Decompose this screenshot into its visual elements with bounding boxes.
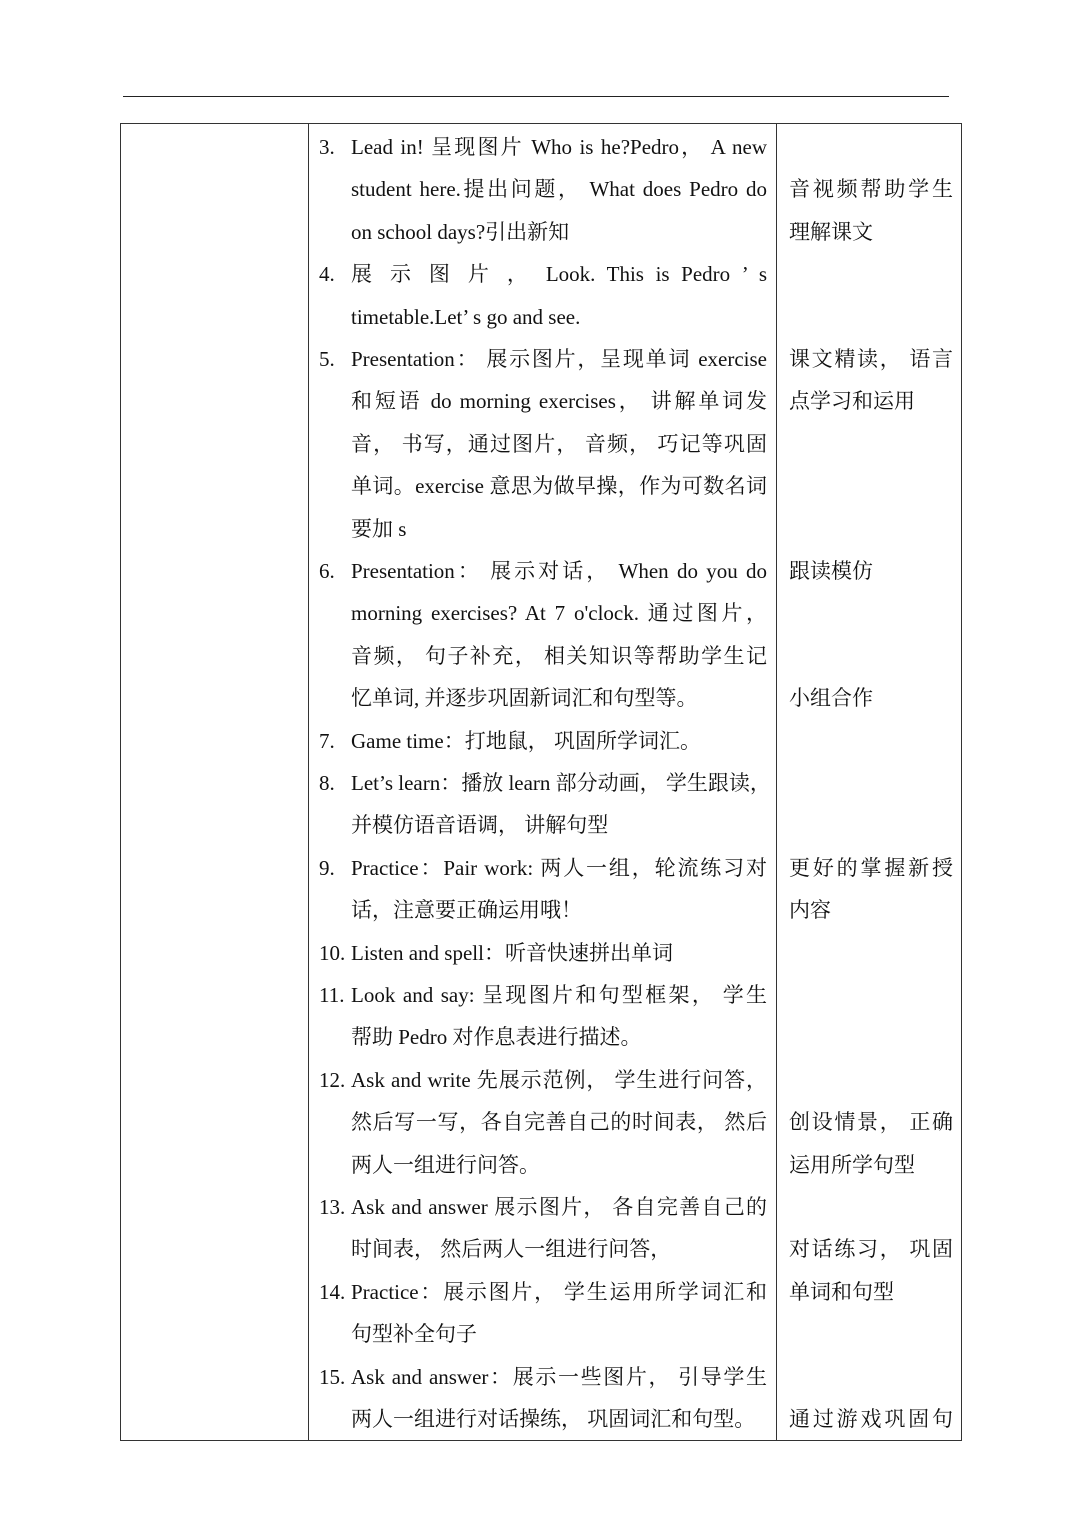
design-note-line: 跟读模仿 (789, 559, 873, 583)
step-number: 14. (319, 1279, 346, 1304)
design-note-line: 更好的掌握新授 (789, 855, 953, 880)
step-text-line: 要加 s (351, 516, 407, 541)
step-number: 11. (319, 983, 345, 1007)
step-text-line: 然后写一写，各自完善自己的时间表， 然后 (351, 1110, 767, 1135)
step-text-line: Let’s learn：播放 learn 部分动画， 学生跟读， (351, 771, 771, 795)
step-number: 6. (319, 559, 335, 583)
design-note-line: 小组合作 (789, 686, 873, 711)
step-text-line: 话，注意要正确运用哦！ (351, 898, 582, 923)
step-text-line: Practice：展示图片， 学生运用所学词汇和 (351, 1279, 767, 1304)
step-text-line: 音， 书写，通过图片， 音频， 巧记等巩固 (351, 431, 767, 456)
header-rule (123, 96, 949, 97)
step-text-line: Game time：打地鼠， 巩固所学词汇。 (351, 728, 701, 753)
design-note-line: 课文精读， 语言 (789, 347, 953, 371)
step-text-line: 时间表， 然后两人一组进行问答， (351, 1237, 672, 1262)
step-text-line: Presentation： 展示图片，呈现单词 exercise (351, 347, 767, 371)
step-text-line: Lead in! 呈现图片 Who is he?Pedro， A new (351, 135, 767, 159)
step-text-line: Ask and answer 展示图片， 各自完善自己的 (351, 1195, 767, 1219)
step-text-line: morning exercises? At 7 o'clock. 通过图片， (351, 601, 767, 626)
step-text-line: student here.提出问题， What does Pedro do (351, 177, 767, 202)
design-note-line: 通过游戏巩固句 (789, 1407, 953, 1431)
design-note-line: 点学习和运用 (789, 389, 915, 414)
step-text-line: 帮助 Pedro 对作息表进行描述。 (351, 1025, 642, 1050)
step-number: 13. (319, 1195, 346, 1219)
step-number: 4. (319, 262, 335, 287)
step-text-line: 忆单词, 并逐步巩固新词汇和句型等。 (351, 686, 698, 711)
step-text-line: on school days?引出新知 (351, 219, 570, 244)
design-note-line: 单词和句型 (789, 1279, 894, 1304)
column-divider-left (308, 124, 309, 1440)
design-note-line: 运用所学句型 (789, 1152, 915, 1177)
step-text-line: Listen and spell：听音快速拼出单词 (351, 940, 673, 965)
step-text-line: 和短语 do morning exercises， 讲解单词发 (351, 389, 767, 414)
step-text-line: Practice：Pair work: 两人一组，轮流练习对 (351, 855, 767, 880)
step-number: 15. (319, 1364, 346, 1389)
step-text-line: Ask and answer：展示一些图片， 引导学生 (351, 1364, 767, 1389)
step-text-line: 音频， 句子补充， 相关知识等帮助学生记 (351, 643, 767, 668)
design-note-line: 创设情景， 正确 (789, 1110, 953, 1135)
step-number: 10. (319, 940, 346, 965)
step-text-line: Look and say: 呈现图片和句型框架， 学生 (351, 983, 767, 1007)
step-number: 5. (319, 347, 335, 371)
step-number: 3. (319, 135, 335, 159)
step-text-line: 展 示 图 片 ， Look. This is Pedro ’ s (351, 262, 767, 287)
step-number: 8. (319, 771, 335, 795)
step-number: 12. (319, 1067, 346, 1092)
design-note-line: 内容 (789, 898, 831, 923)
lesson-plan-table (120, 123, 962, 1441)
step-text-line: 两人一组进行对话操练， 巩固词汇和句型。 (351, 1407, 756, 1431)
column-divider-right (776, 124, 777, 1440)
step-text-line: Ask and write 先展示范例， 学生进行问答， (351, 1067, 767, 1092)
step-text-line: 两人一组进行问答。 (351, 1152, 540, 1177)
design-note-line: 理解课文 (789, 219, 873, 244)
design-note-line: 音视频帮助学生 (789, 177, 953, 202)
step-text-line: 单词。exercise 意思为做早操，作为可数名词 (351, 474, 767, 499)
design-note-line: 对话练习， 巩固 (789, 1237, 953, 1262)
step-text-line: Presentation： 展示对话， When do you do (351, 559, 767, 583)
step-number: 7. (319, 728, 335, 753)
step-text-line: timetable.Let’ s go and see. (351, 304, 581, 329)
step-number: 9. (319, 855, 335, 880)
step-text-line: 并模仿语音语调， 讲解句型 (351, 813, 609, 838)
step-text-line: 句型补全句子 (351, 1322, 477, 1347)
